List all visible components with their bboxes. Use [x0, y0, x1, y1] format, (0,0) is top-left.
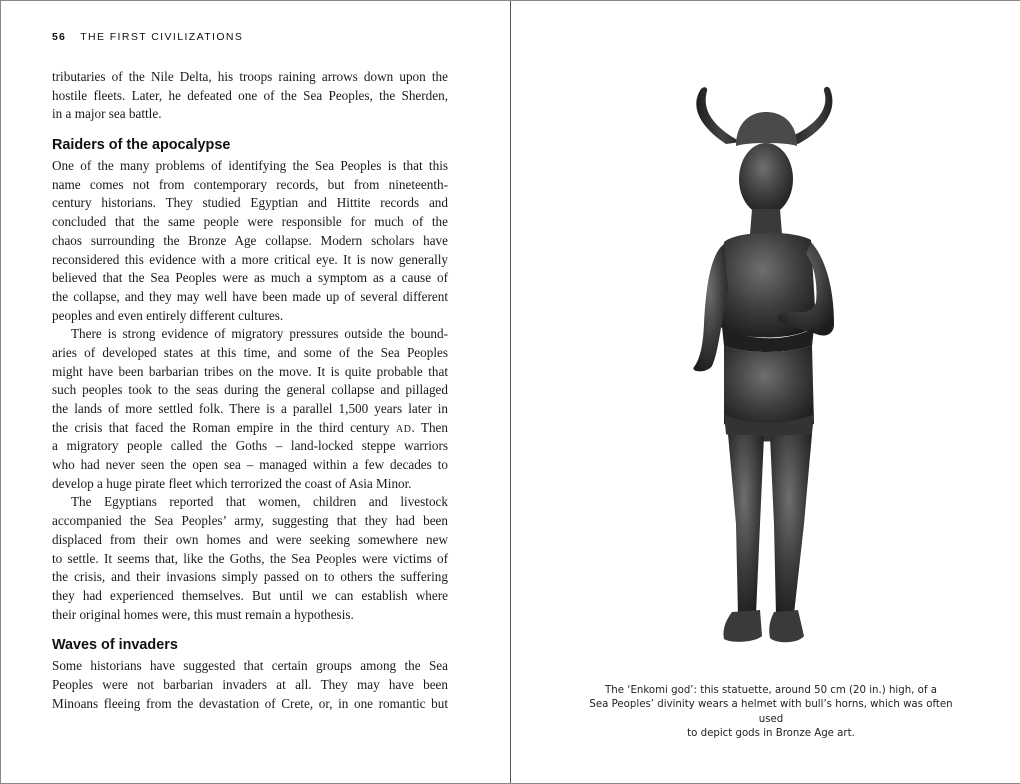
caption-line: Sea Peoples’ divinity wears a helmet with bull’s horns, which was often used — [589, 699, 953, 725]
text-line: Minoans fleeing from the devastation of Crete, or, in one romantic but — [52, 695, 448, 711]
text-line: One of the many problems of identifying the Sea Peoples is that this — [52, 158, 448, 174]
paragraph — [52, 68, 448, 124]
text-line: hostile fleets. Later, he defeated one of the Sea Peoples, the Sherden, — [52, 87, 448, 103]
text-line: aries of developed states at this time, and some of the Sea Peoples — [52, 344, 448, 360]
text-line: the lands of more settled folk. There is a parallel 1,500 years later in — [52, 401, 448, 416]
text-line: such peoples took to the seas during the general collapse and pillaged — [52, 382, 448, 398]
text-line: peoples and even entirely different cultures. — [52, 307, 284, 323]
text-run: the crisis that faced the Roman empire in the third century — [52, 419, 397, 435]
text-line: concluded that the same people were responsible for much of the — [52, 214, 448, 230]
text-line — [52, 419, 448, 438]
text-line: There is strong evidence of migratory pressures outside the bound- — [71, 326, 448, 342]
text-line: who had never seen the open sea – managed within a few decades to — [52, 457, 448, 473]
left-page — [0, 0, 510, 783]
text-line: displaced from their own homes and were seeking somewhere new — [52, 531, 448, 547]
text-line: accompanied the Sea Peoples’ army, suggesting that they had been — [52, 513, 448, 529]
text-line: believed that the Sea Peoples were as much a symptom as a cause of — [52, 270, 448, 286]
caption-line: to depict gods in Bronze Age art. — [687, 728, 855, 740]
section-heading: Raiders of the apocalypse — [52, 137, 231, 154]
page-number: 56 — [52, 31, 67, 43]
text-line: the crisis, and their invasions simply passed on to others the suffering — [52, 569, 448, 585]
figure-caption — [581, 684, 961, 742]
text-line: to settle. It seems that, like the Goths, the Sea Peoples were victims of — [52, 550, 448, 566]
caption-line: The ‘Enkomi god’: this statuette, around 50 cm (20 in.) high, of a — [605, 685, 937, 696]
right-page — [511, 0, 1020, 783]
paragraph — [52, 325, 448, 493]
text-line: Peoples were not barbarian invaders at all. They may have been — [52, 676, 448, 692]
text-line: reconsidered this evidence with a more critical eye. It is now generally — [52, 251, 448, 267]
paragraph — [52, 493, 448, 624]
enkomi-god-statuette-image — [666, 84, 866, 654]
chapter-title: THE FIRST CIVILIZATIONS — [80, 31, 244, 43]
paragraph — [52, 157, 448, 325]
small-caps-era: AD — [396, 423, 412, 435]
text-line: tributaries of the Nile Delta, his troops raining arrows down upon the — [52, 69, 448, 84]
text-line: chaos surrounding the Bronze Age collapse. Modern scholars have — [52, 232, 448, 248]
text-run: . Then — [411, 419, 448, 435]
text-line: name comes not from contemporary records, but from nineteenth- — [52, 176, 448, 192]
text-line: they had experienced themselves. But until we can establish where — [52, 587, 448, 603]
paragraph — [52, 657, 448, 713]
text-line: in a major sea battle. — [52, 106, 162, 122]
section-heading: Waves of invaders — [52, 637, 178, 654]
text-line: might have been barbarian tribes on the move. It is quite probable that — [52, 363, 448, 379]
text-line: the collapse, and they may well have been made up of several different — [52, 288, 448, 304]
body-text — [52, 68, 448, 713]
running-head — [52, 31, 243, 43]
text-line: Some historians have suggested that certain groups among the Sea — [52, 658, 448, 674]
text-line: a migratory people called the Goths – land-locked steppe warriors — [52, 438, 448, 454]
text-line: their original homes were, this must remain a hypothesis. — [52, 606, 354, 622]
text-line: develop a huge pirate fleet which terrorized the coast of Asia Minor. — [52, 475, 412, 491]
text-line: The Egyptians reported that women, children and livestock — [71, 494, 448, 510]
text-line: century historians. They studied Egyptian and Hittite records and — [52, 195, 448, 211]
